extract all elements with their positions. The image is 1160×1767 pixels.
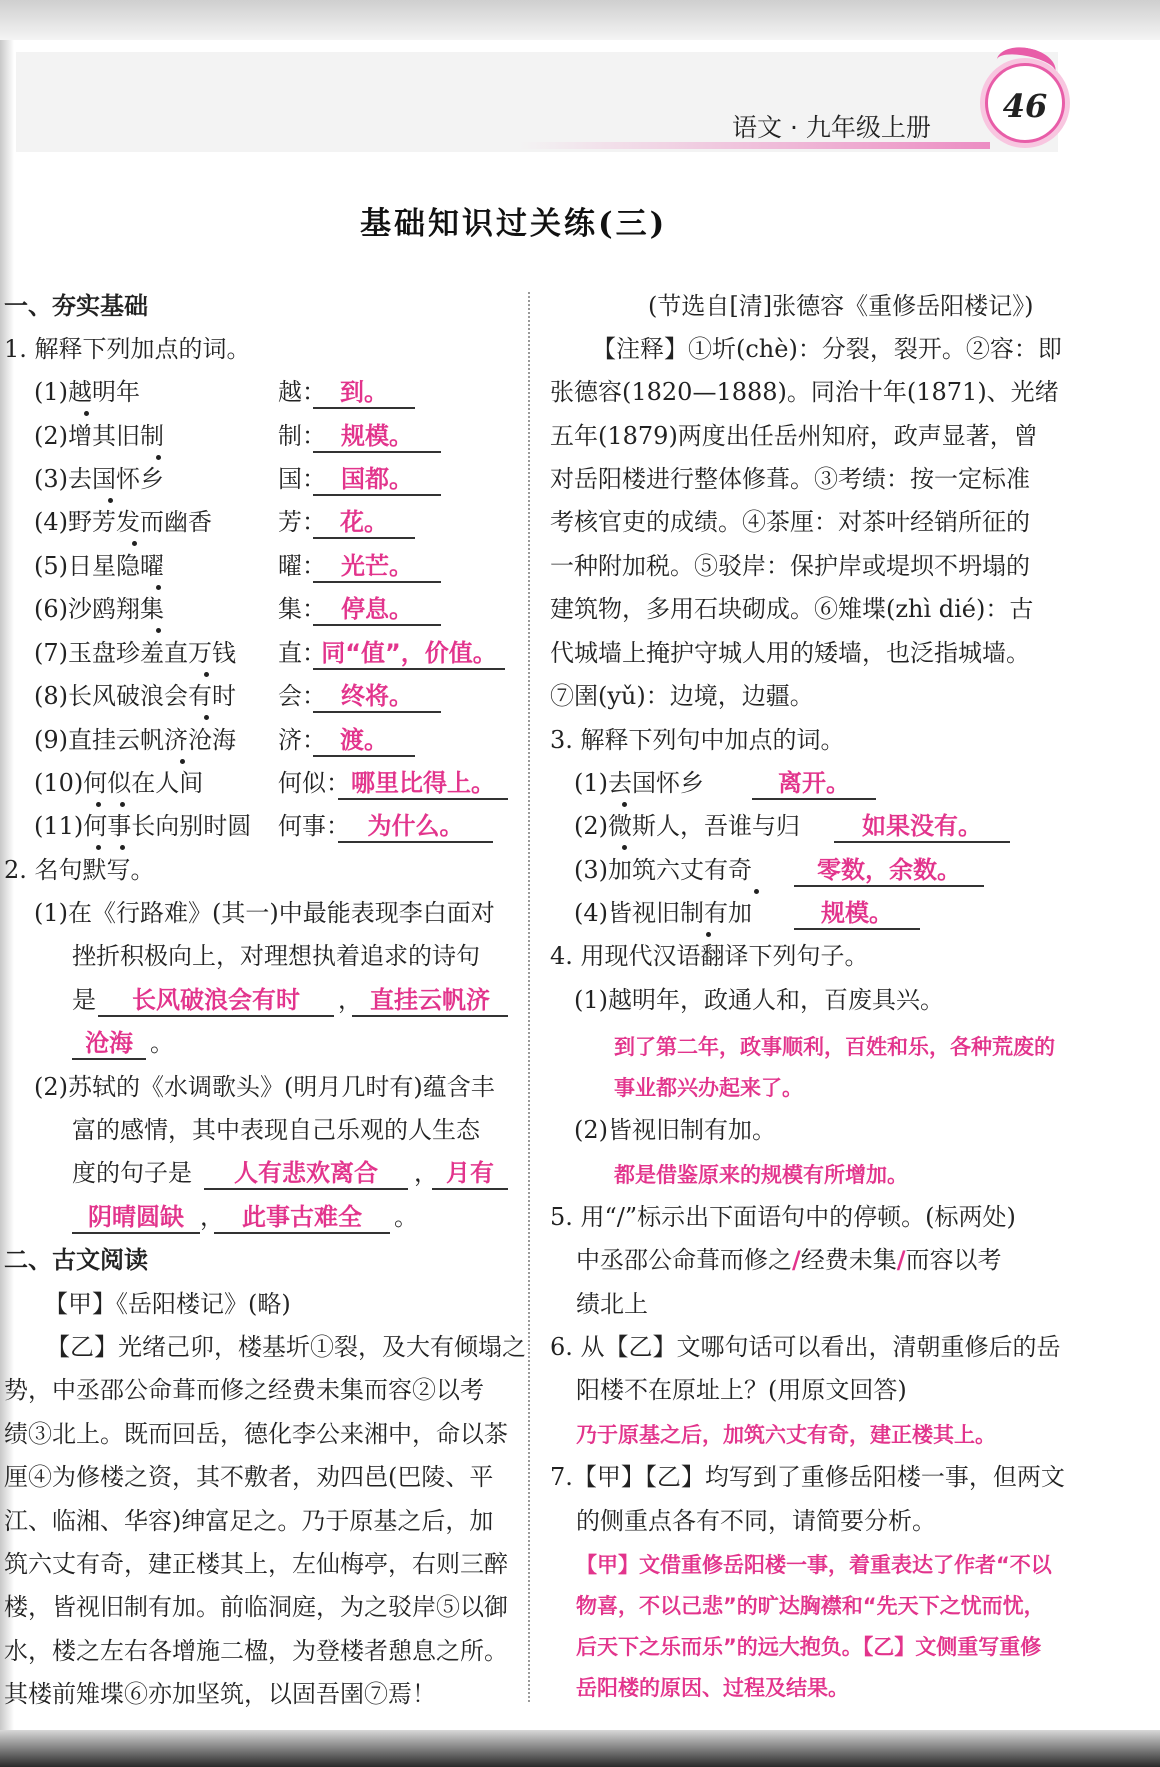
q7-answer-line: 【甲】文借重修岳阳楼一事，着重表达了作者“不以 (576, 1553, 1052, 1577)
q2-p2-answer2b: 阴晴圆缺 (72, 1202, 200, 1234)
header-title: 语文 · 九年级上册 (732, 113, 931, 142)
notes-line: 一种附加税。⑤驳岸：保护岸或堤坝不坍塌的 (550, 552, 1030, 580)
q1-item-word: 济： (278, 726, 326, 754)
emphasis-dot (96, 845, 101, 850)
notes-line: 考核官吏的成绩。④茶厘：对茶叶经销所征的 (550, 508, 1030, 536)
q1-item-word: 制： (278, 422, 326, 450)
q1-item-word: 集： (278, 595, 326, 623)
q3-item-text: (2)微斯人，吾谁与归 (574, 812, 800, 840)
q1-item-word: 越： (278, 378, 326, 406)
emphasis-dot (622, 802, 627, 807)
q4-sentence-2: (2)皆视旧制有加。 (574, 1116, 776, 1144)
q4-sentence-1: (1)越明年，政通人和，百废具兴。 (574, 986, 944, 1014)
q1-item-word: 何似： (278, 769, 350, 797)
q3-item-text: (4)皆视旧制有加 (574, 899, 752, 927)
q2-p2-line2: 富的感情，其中表现自己乐观的人生态 (72, 1116, 480, 1144)
passage-yi-line: 绩③北上。既而回岳，德化李公来湘中，命以茶 (4, 1420, 508, 1448)
q1-item-answer: 同“值”，价值。 (313, 638, 505, 670)
emphasis-dot (204, 715, 209, 720)
q1-item-answer: 花。 (313, 507, 415, 539)
emphasis-dot (120, 845, 125, 850)
q7-stem-cont: 的侧重点各有不同，请简要分析。 (576, 1507, 936, 1535)
q6-stem-cont: 阳楼不在原址上？(用原文回答) (576, 1376, 907, 1404)
q2-p2-line1: (2)苏轼的《水调歌头》(明月几时有)蕴含丰 (34, 1073, 495, 1101)
notes-line: 代城墙上掩护守城人用的矮墙，也泛指城墙。 (550, 639, 1030, 667)
q2-p2-end: 。 (394, 1203, 418, 1231)
q2-stem: 2. 名句默写。 (4, 856, 155, 884)
q1-item-text: (10)何似在人间 (34, 769, 204, 797)
q1-item-text: (5)日星隐曜 (34, 552, 164, 580)
emphasis-dot (180, 759, 185, 764)
q1-item-answer: 为什么。 (338, 811, 493, 843)
q3-stem: 3. 解释下列句中加点的词。 (550, 726, 845, 754)
emphasis-dot (108, 498, 113, 503)
bottom-shadow-strip (0, 1730, 1160, 1767)
q1-item-text: (6)沙鸥翔集 (34, 595, 164, 623)
q4-answer-2: 都是借鉴原来的规模有所增加。 (614, 1163, 908, 1187)
q1-item-word: 何事： (278, 812, 350, 840)
q1-item-text: (1)越明年 (34, 378, 140, 406)
passage-yi-line: 水，楼之左右各增施二楹，为登楼者憩息之所。 (4, 1637, 508, 1665)
q7-answer-line: 岳阳楼的原因、过程及结果。 (576, 1676, 849, 1700)
q1-item-answer: 渡。 (313, 725, 415, 757)
emphasis-dot (84, 411, 89, 416)
section1-heading: 一、夯实基础 (4, 292, 148, 320)
emphasis-dot (156, 585, 161, 590)
notes-line: 五年(1879)两度出任岳州知府，政声显著，曾 (550, 422, 1038, 450)
q1-item-answer: 规模。 (313, 421, 441, 453)
q1-item-text: (2)增其旧制 (34, 422, 164, 450)
q1-item-text: (11)何事长向别时圆 (34, 812, 252, 840)
q1-item-answer: 光芒。 (313, 551, 441, 583)
passage-yi-line: 势，中丞邵公命葺而修之经费未集而容②以考 (4, 1376, 484, 1404)
emphasis-dot (132, 541, 137, 546)
q5-stem: 5. 用“/”标示出下面语句中的停顿。(标两处) (550, 1203, 1016, 1231)
q3-item-answer: 离开。 (752, 768, 876, 800)
q1-item-word: 会： (278, 682, 326, 710)
q2-p1-prefix: 是 (72, 986, 96, 1014)
q1-item-answer: 到。 (313, 377, 415, 409)
passage-source: (节选自[清]张德容《重修岳阳楼记》) (648, 292, 1034, 320)
q6-stem: 6. 从【乙】文哪句话可以看出，清朝重修后的岳 (550, 1333, 1061, 1361)
notes-line: 建筑物，多用石块砌成。⑥雉堞(zhì dié)：古 (550, 595, 1034, 623)
emphasis-dot (156, 628, 161, 633)
q2-p1-end: 。 (150, 1029, 174, 1057)
q5-slash: / (792, 1246, 801, 1274)
passage-yi-line: 楼，皆视旧制有加。前临洞庭，为之驳岸⑤以御 (4, 1593, 508, 1621)
q7-answer-line: 物喜，不以己悲”的旷达胸襟和“先天下之忧而忧， (576, 1594, 1045, 1618)
emphasis-dot (622, 845, 627, 850)
q1-item-answer: 停息。 (313, 594, 441, 626)
q2-p1-line1: (1)在《行路难》(其一)中最能表现李白面对 (34, 899, 495, 927)
passage-yi-line: 其楼前雉堞⑥亦加坚筑，以固吾圉⑦焉！ (4, 1680, 436, 1708)
q1-item-word: 国： (278, 465, 326, 493)
q2-p2-answer2a: 月有 (432, 1158, 508, 1190)
emphasis-dot (706, 932, 711, 937)
q7-stem: 7.【甲】【乙】均写到了重修岳阳楼一事，但两文 (550, 1463, 1065, 1491)
q2-p2-comma1: ， (414, 1159, 438, 1187)
q1-item-word: 直： (278, 639, 326, 667)
notes-line: 对岳阳楼进行整体修葺。③考绩：按一定标准 (550, 465, 1030, 493)
q2-p1-line2: 挫折积极向上，对理想执着追求的诗句 (72, 942, 480, 970)
q1-item-word: 芳： (278, 508, 326, 536)
q1-item-text: (3)去国怀乡 (34, 465, 164, 493)
q1-item-answer: 哪里比得上。 (338, 768, 508, 800)
q1-item-word: 曜： (278, 552, 326, 580)
q1-item-text: (8)长风破浪会有时 (34, 682, 236, 710)
q2-p1-answer2a: 直挂云帆济 (352, 985, 508, 1017)
q1-item-answer: 终将。 (313, 681, 441, 713)
q7-answer-line: 后天下之乐而乐”的远大抱负。【乙】文侧重写重修 (576, 1635, 1042, 1659)
q3-item-answer: 零数，余数。 (794, 855, 984, 887)
column-divider (528, 292, 530, 1702)
passage-jia: 【甲】《岳阳楼记》(略) (44, 1290, 291, 1318)
passage-yi-line: 筑六丈有奇，建正楼其上，左仙梅亭，右则三醉 (4, 1550, 508, 1578)
q3-item-text: (1)去国怀乡 (574, 769, 704, 797)
q2-p2-line3-prefix: 度的句子是 (72, 1159, 192, 1187)
passage-yi-line: 江、临湘、华容)绅富足之。乃于原基之后，加 (4, 1507, 494, 1535)
q5-sentence (576, 1245, 1002, 1275)
q2-p2-comma2: ， (200, 1203, 224, 1231)
q2-p2-answer3: 此事古难全 (214, 1202, 390, 1234)
q5-part: 中丞邵公命葺而修之 (576, 1246, 792, 1274)
notes-line: ⑦圉(yǔ)：边境，边疆。 (550, 682, 814, 710)
q2-p1-comma: ， (338, 986, 362, 1014)
q6-answer: 乃于原基之后，加筑六丈有奇，建正楼其上。 (576, 1423, 996, 1447)
q2-p1-answer2b: 沧海 (72, 1028, 146, 1060)
q2-p2-answer1: 人有悲欢离合 (204, 1158, 408, 1190)
q2-p1-answer1: 长风破浪会有时 (98, 985, 334, 1017)
emphasis-dot (754, 889, 759, 894)
top-shadow-strip (0, 0, 1160, 40)
header-underline (520, 142, 990, 149)
q5-sentence-cont: 绩北上 (576, 1290, 648, 1318)
emphasis-dot (96, 802, 101, 807)
section2-heading: 二、古文阅读 (4, 1246, 148, 1274)
q3-item-answer: 规模。 (794, 898, 920, 930)
passage-yi-line: 厘④为修楼之资，其不敷者，劝四邑(巴陵、平 (4, 1463, 494, 1491)
notes-line: 张德容(1820—1888)。同治十年(1871)、光绪 (550, 378, 1059, 406)
q1-item-answer: 国都。 (313, 464, 441, 496)
q1-item-text: (7)玉盘珍羞直万钱 (34, 639, 236, 667)
q5-part: 经费未集 (800, 1246, 897, 1274)
q3-item-text: (3)加筑六丈有奇 (574, 856, 752, 884)
passage-yi-line: 【乙】光绪己卯，楼基圻①裂，及大有倾塌之 (46, 1333, 526, 1361)
q5-slash: / (896, 1246, 906, 1274)
emphasis-dot (156, 455, 161, 460)
q4-stem: 4. 用现代汉语翻译下列句子。 (550, 942, 869, 970)
page-title: 基础知识过关练(三) (360, 206, 668, 242)
q1-stem: 1. 解释下列加点的词。 (4, 335, 251, 363)
page-number: 46 (1002, 87, 1048, 125)
notes-line: 【注释】①圻(chè)：分裂，裂开。②容：即 (592, 335, 1062, 363)
q1-item-text: (4)野芳发而幽香 (34, 508, 212, 536)
q4-answer-1: 事业都兴办起来了。 (614, 1076, 803, 1100)
emphasis-dot (204, 672, 209, 677)
q3-item-answer: 如果没有。 (834, 811, 1010, 843)
q1-item-text: (9)直挂云帆济沧海 (34, 726, 236, 754)
emphasis-dot (120, 802, 125, 807)
q4-answer-1: 到了第二年，政事顺利，百姓和乐，各种荒废的 (614, 1035, 1055, 1059)
q5-part: 而容以考 (905, 1246, 1002, 1274)
